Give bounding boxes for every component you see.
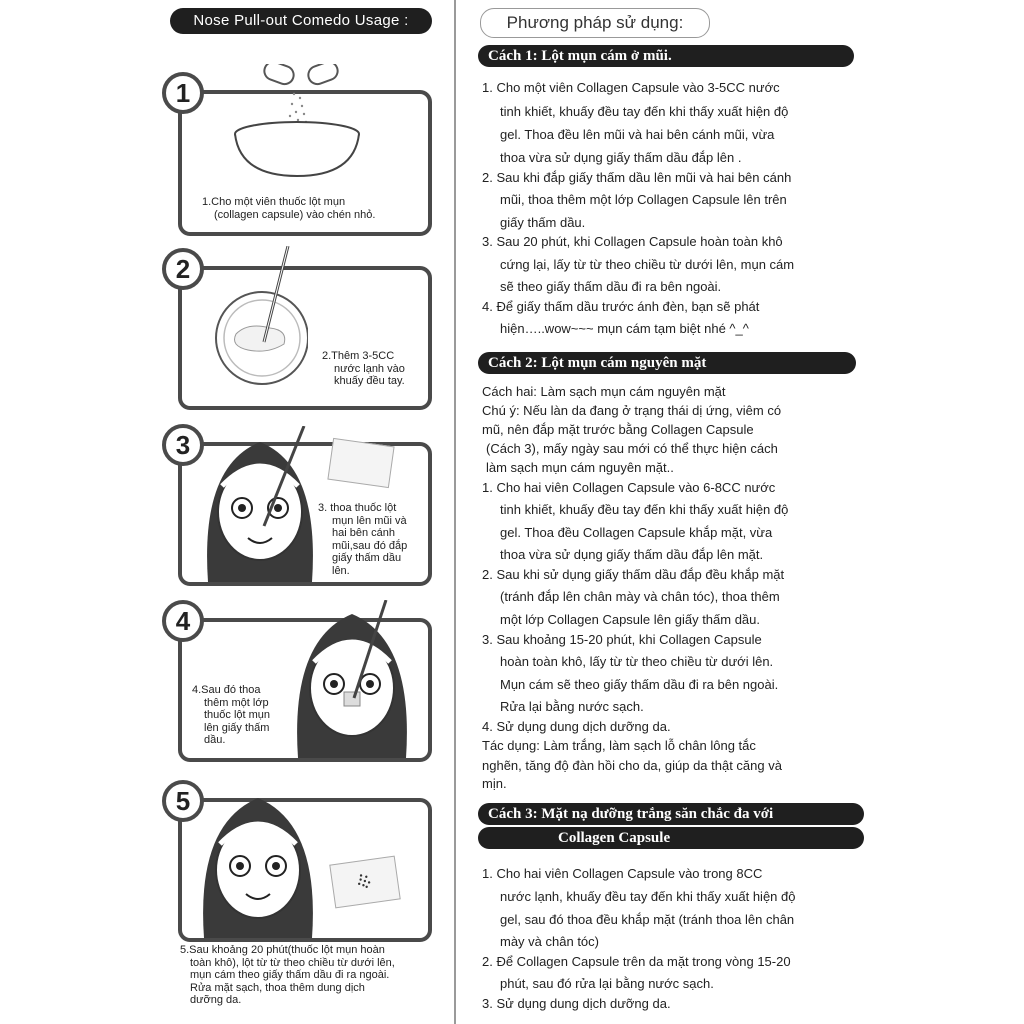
step-3-panel <box>178 442 432 586</box>
step-2-panel <box>178 266 432 410</box>
step-1-panel <box>178 90 432 236</box>
comedones-dots <box>330 857 399 907</box>
section-3-heading-line2: Collagen Capsule <box>478 827 864 849</box>
sec2-line: hoàn toàn khô, lấy từ từ theo chiều từ dưới lên. <box>500 654 774 669</box>
step-4-caption: 4.Sau đó thoa thêm một lớp thuốc lột mụn lên giấy thấm dầu. <box>192 684 271 746</box>
sec1-line: tinh khiết, khuấy đều tay đến khi thấy xuất hiện độ <box>500 104 789 119</box>
sec1-line: 1. Cho một viên Collagen Capsule vào 3-5CC nước <box>482 80 780 95</box>
sec1-line: mũi, thoa thêm một lớp Collagen Capsule lên trên <box>500 192 787 207</box>
sec1-line: 2. Sau khi đắp giấy thấm dầu lên mũi và hai bên cánh <box>482 170 792 185</box>
sec2-line: (Cách 3), mấy ngày sau mới có thể thực hiện cách <box>486 441 778 456</box>
step-1-caption: 1.Cho một viên thuốc lột mụn (collagen capsule) vào chén nhỏ. <box>202 196 376 221</box>
sec2-line: 3. Sau khoảng 15-20 phút, khi Collagen Capsule <box>482 632 762 647</box>
sec2-line: 4. Sử dụng dung dịch dưỡng da. <box>482 719 671 734</box>
sec3-line: 1. Cho hai viên Collagen Capsule vào trong 8CC <box>482 866 763 881</box>
right-title: Phương pháp sử dụng: <box>480 8 710 38</box>
step-5-badge: 5 <box>162 780 204 822</box>
step-4-badge: 4 <box>162 600 204 642</box>
sec1-line: giấy thấm dầu. <box>500 215 586 230</box>
step-1-badge: 1 <box>162 72 204 114</box>
section-3-heading: Cách 3: Mặt nạ dưỡng trắng săn chắc đa với <box>478 803 864 825</box>
sec2-line: nghẽn, tăng độ đàn hồi cho da, giúp da thật căng và <box>482 758 782 773</box>
step-5-panel <box>178 798 432 942</box>
sec2-line: Chú ý: Nếu làn da đang ở trạng thái dị ứng, viêm có <box>482 403 782 418</box>
sec3-line: 2. Để Collagen Capsule trên da mặt trong vòng 15-20 <box>482 954 791 969</box>
section-2-heading: Cách 2: Lột mụn cám nguyên mặt <box>478 352 856 374</box>
sec2-line: tinh khiết, khuấy đều tay đến khi thấy xuất hiện độ <box>500 502 789 517</box>
sec1-line: cứng lại, lấy từ từ theo chiều từ dưới lên, mụn cám <box>500 257 795 272</box>
oil-blotting-paper <box>327 438 394 488</box>
sec2-line: mịn. <box>482 776 507 791</box>
sec2-line: gel. Thoa đều Collagen Capsule khắp mặt, vừa <box>500 525 773 540</box>
column-divider <box>454 0 456 1024</box>
step-5-caption: 5.Sau khoảng 20 phút(thuốc lột mụn hoàn toàn khô), lột từ từ theo chiều từ dưới lên, mụn cám theo giấy thấm dầu đi ra ngoài. Rửa mặt sạch, thoa thêm dung dịch dưỡng da. <box>180 944 395 1006</box>
sec1-line: hiện…..wow~~~ mụn cám tạm biệt nhé ^_^ <box>500 321 749 336</box>
sec1-line: 3. Sau 20 phút, khi Collagen Capsule hoàn toàn khô <box>482 234 783 249</box>
section-1-heading: Cách 1: Lột mụn cám ở mũi. <box>478 45 854 67</box>
sec3-line: nước lạnh, khuấy đều tay đến khi thấy xuất hiện độ <box>500 889 796 904</box>
sec2-line: mũ, nên đắp mặt trước bằng Collagen Capsule <box>482 422 754 437</box>
girl-face-illustration <box>290 600 414 758</box>
sec1-line: 4. Để giấy thấm dầu trước ánh đèn, bạn sẽ phát <box>482 299 760 314</box>
step-3-badge: 3 <box>162 424 204 466</box>
sec2-line: Rửa lại bằng nước sạch. <box>500 699 644 714</box>
girl-face-illustration <box>196 784 320 938</box>
sec2-line: Mụn cám sẽ theo giấy thấm dầu đi ra bên ngoài. <box>500 677 779 692</box>
sec2-line: (tránh đắp lên chân mày và chân tóc), thoa thêm <box>500 589 780 604</box>
bowl-stir-illustration <box>208 246 308 386</box>
step-2-caption: 2.Thêm 3-5CC nước lạnh vào khuấy đều tay. <box>322 350 405 387</box>
sec3-line: mày và chân tóc) <box>500 934 599 949</box>
oil-blotting-paper <box>329 856 400 909</box>
sec2-line: làm sạch mụn cám nguyên mặt.. <box>486 460 674 475</box>
sec2-line: 1. Cho hai viên Collagen Capsule vào 6-8CC nước <box>482 480 776 495</box>
sec1-line: thoa vừa sử dụng giấy thấm dầu đắp lên . <box>500 150 742 165</box>
sec2-line: một lớp Collagen Capsule lên giấy thấm dầu. <box>500 612 761 627</box>
sec2-line: thoa vừa sử dụng giấy thấm dầu đắp lên mặt. <box>500 547 764 562</box>
step-2-badge: 2 <box>162 248 204 290</box>
sec3-line: phút, sau đó rửa lại bằng nước sạch. <box>500 976 714 991</box>
left-title: Nose Pull-out Comedo Usage : <box>170 8 432 34</box>
sec2-line: Tác dụng: Làm trắng, làm sạch lỗ chân lông tắc <box>482 738 756 753</box>
sec3-line: gel, sau đó thoa đều khắp mặt (tránh thoa lên chân <box>500 912 795 927</box>
step-4-panel <box>178 618 432 762</box>
sec2-line: 2. Sau khi sử dụng giấy thấm dầu đắp đều khắp mặt <box>482 567 785 582</box>
sec1-line: gel. Thoa đều lên mũi và hai bên cánh mũi, vừa <box>500 127 775 142</box>
sec3-line: 3. Sử dụng dung dịch dưỡng da. <box>482 996 671 1011</box>
sec2-line: Cách hai: Làm sạch mụn cám nguyên mặt <box>482 384 726 399</box>
sec1-line: sẽ theo giấy thấm dầu đi ra bên ngoài. <box>500 279 722 294</box>
step-3-caption: 3. thoa thuốc lột mụn lên mũi và hai bên cánh mũi,sau đó đắp giấy thấm dầu lên. <box>318 502 408 577</box>
girl-face-illustration <box>200 426 320 582</box>
bowl-illustration <box>222 64 372 184</box>
